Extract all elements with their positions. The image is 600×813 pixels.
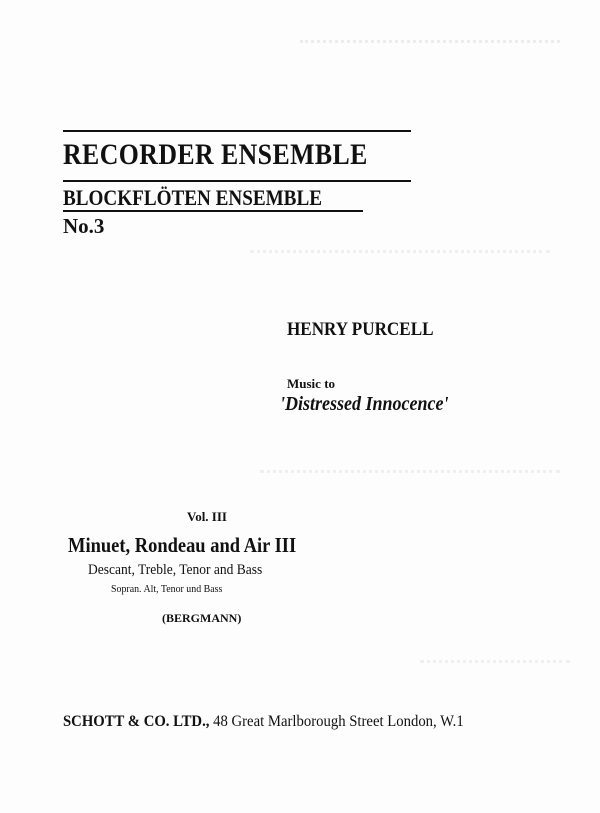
music-to-label: Music to — [287, 376, 336, 391]
publisher-line — [63, 713, 464, 731]
series-title-german: BLOCKFLÖTEN ENSEMBLE — [63, 185, 322, 210]
instrumentation-german: Sopran. Alt, Tenor und Bass — [111, 583, 223, 595]
series-title: RECORDER ENSEMBLE — [63, 138, 368, 171]
bleed-through-texture — [300, 40, 560, 55]
instrumentation-english: Descant, Treble, Tenor and Bass — [88, 562, 263, 578]
bleed-through-texture — [420, 660, 570, 675]
work-title: 'Distressed Innocence' — [280, 393, 449, 415]
series-number: No.3 — [63, 214, 105, 238]
contents-title: Minuet, Rondeau and Air III — [68, 533, 297, 557]
top-rule — [63, 130, 411, 132]
editor-name: (BERGMANN) — [162, 611, 242, 625]
volume-label-row — [0, 509, 430, 525]
volume-label: Vol. III — [187, 509, 227, 524]
bleed-through-texture — [260, 470, 560, 485]
publisher-name: SCHOTT & CO. LTD., — [63, 713, 210, 730]
bottom-rule — [63, 210, 363, 212]
middle-rule — [63, 180, 411, 182]
publisher-address: 48 Great Marlborough Street London, W.1 — [209, 713, 464, 730]
composer-name: HENRY PURCELL — [287, 319, 434, 340]
bleed-through-texture — [250, 250, 550, 265]
